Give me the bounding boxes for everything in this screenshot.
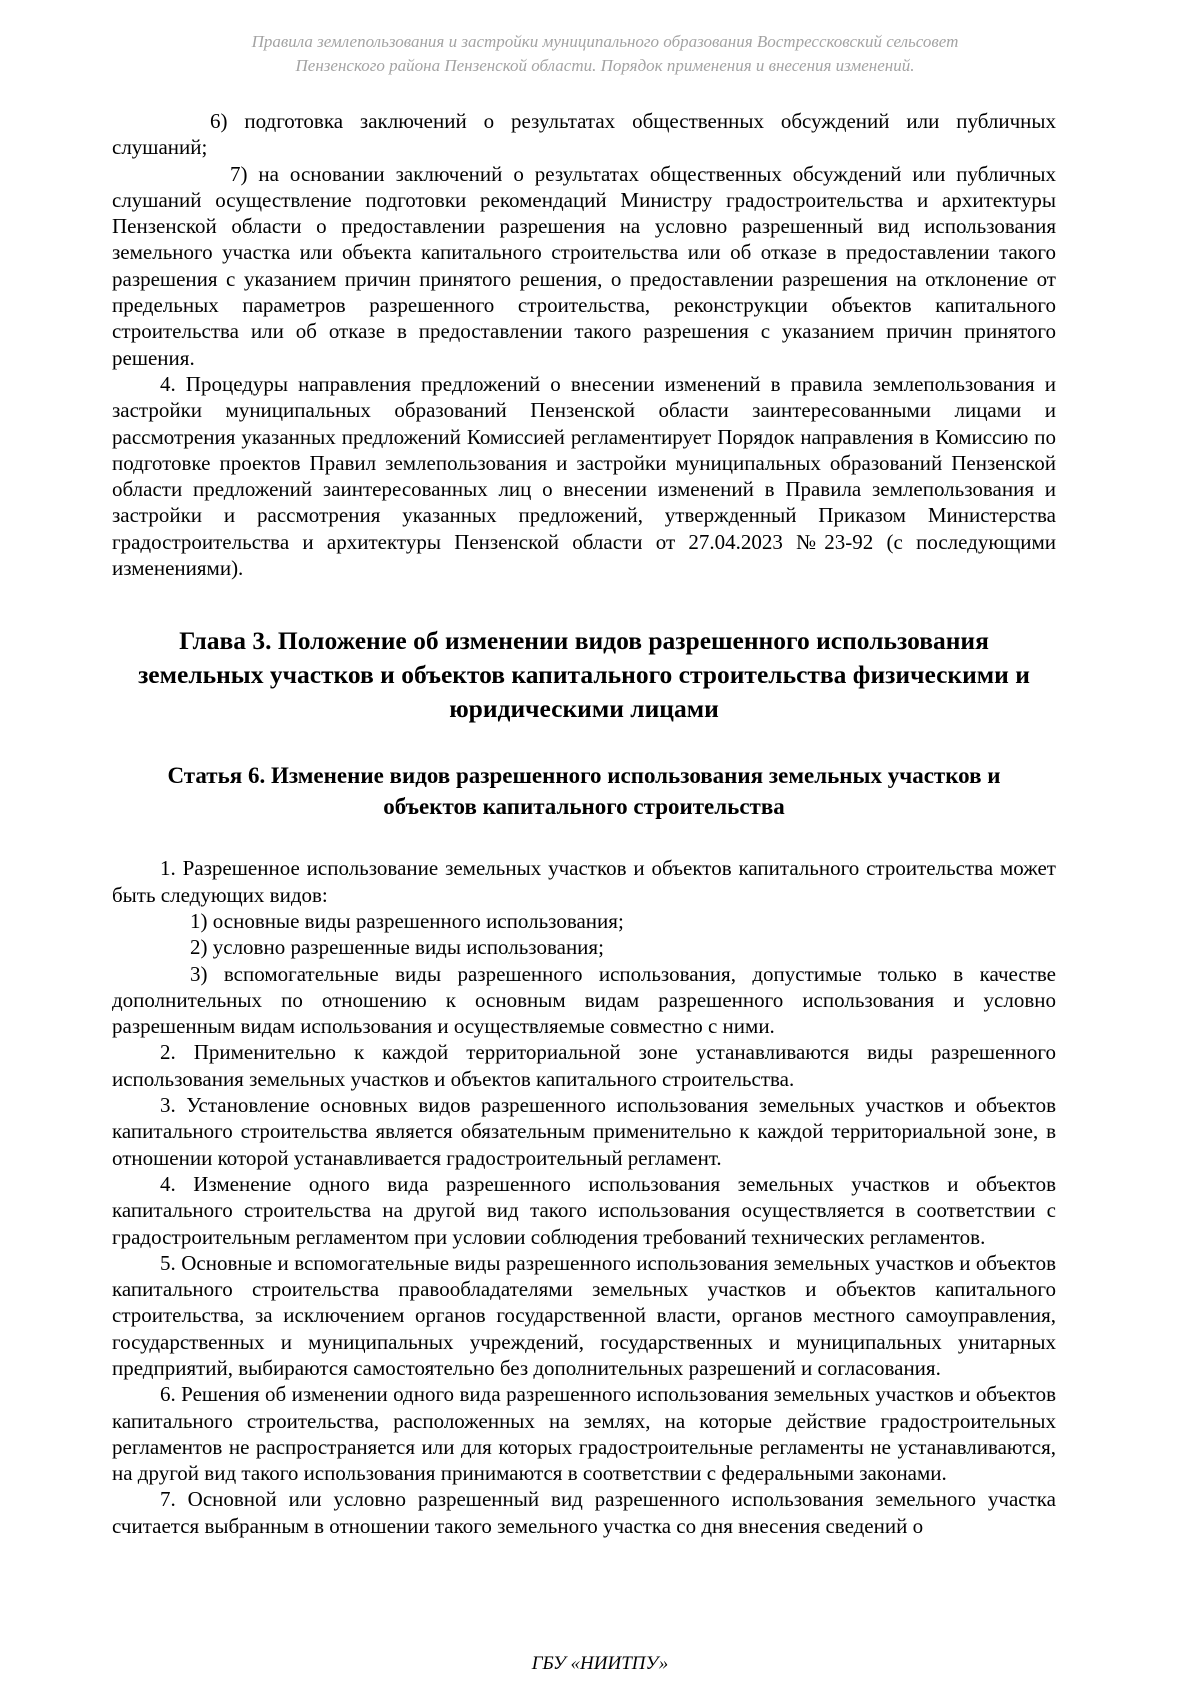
article-paragraph-5: 5. Основные и вспомогательные виды разрешенного использования земельных участков и объектов капитального строительства правообладателями земельных участков и объектов капитального строительства, за исключением органов государственной власти, органов местного самоуправления, государственных и муниципальных учреждений, государственных и муниципальных унитарных предприятий, выбираются самостоятельно без дополнительных разрешений и согласования. [112,1250,1056,1380]
article-paragraph-7: 7. Основной или условно разрешенный вид разрешенного использования земельного участка считается выбранным в отношении такого земельного участка со дня внесения сведений о [112,1487,1056,1538]
article-paragraph-4: 4. Изменение одного вида разрешенного использования земельных участков и объектов капитального строительства на другой вид такого использования осуществляется в соответствии с градостроительным регламентом при условии соблюдения требований технических регламентов. [112,1171,1056,1249]
article-paragraph-3: 3. Установление основных видов разрешенного использования земельных участков и объектов капитального строительства является обязательным применительно к каждой территориальной зоне, в отношении которой устанавливается градостроительный регламент. [112,1093,1056,1170]
running-footer: ГБУ «НИИТПУ» [531,1653,669,1674]
running-header-line-1: Правила землепользования и застройки муниципального образования Вострессковский сельсовет [251,32,959,51]
list-item-7: 7) на основании заключений о результатах общественных обсуждений или публичных слушаний осуществление подготовки рекомендаций Министру градостроительства и архитектуры Пензенской области о предоставлении разрешения на условно разрешенный вид использования земельного участка или объекта капитального строительства или об отказе в предоставлении такого разрешения с указанием причин принятого решения, о предоставлении разрешения на отклонение от предельных параметров разрешенного строительства, реконструкции объектов капитального строительства или об отказе в предоставлении такого разрешения с указанием причин принятого решения. [112,161,1056,370]
running-header-line-2: Пензенского района Пензенской области. Порядок применения и внесения изменений. [295,56,915,75]
article-title: Статья 6. Изменение видов разрешенного использования земельных участков и объектов капитального строительства [167,763,1001,820]
article-subitem-1: 1) основные виды разрешенного использования; [190,908,624,933]
article-paragraph-2: 2. Применительно к каждой территориальной зоне устанавливаются виды разрешенного использования земельных участков и объектов капитального строительства. [112,1040,1056,1091]
chapter-title: Глава 3. Положение об изменении видов разрешенного использования земельных участков и объектов капитального строительства физическими и юридическими лицами [138,626,1030,724]
list-item-6: 6) подготовка заключений о результатах общественных обсуждений или публичных слушаний; [112,109,1056,160]
article-paragraph-6: 6. Решения об изменении одного вида разрешенного использования земельных участков и объектов капитального строительства, расположенных на землях, на которые действие градостроительных регламентов не распространяется или для которых градостроительные регламенты не устанавливаются, на другой вид такого использования принимаются в соответствии с федеральными законами. [112,1382,1056,1486]
running-header [150,30,1060,78]
article-paragraph-1: 1. Разрешенное использование земельных участков и объектов капитального строительства может быть следующих видов: [112,856,1056,907]
paragraph-4: 4. Процедуры направления предложений о внесении изменений в правила землепользования и застройки муниципальных образований Пензенской области заинтересованными лицами и рассмотрения указанных предложений Комиссией регламентирует Порядок направления в Комиссию по подготовке проектов Правил землепользования и застройки муниципальных образований Пензенской области предложений заинтересованных лиц о внесении изменений в Правила землепользования и застройки и рассмотрения указанных предложений, утвержденный Приказом Министерства градостроительства и архитектуры Пензенской области от 27.04.2023 №23-92 (с последующими изменениями). [112,371,1056,581]
article-subitem-3: 3) вспомогательные виды разрешенного использования, допустимые только в качестве дополнительных по отношению к основным видам разрешенного использования и условно разрешенным видам использования и осуществляемые совместно с ними. [112,961,1056,1039]
article-subitem-2: 2) условно разрешенные виды использования; [190,935,604,960]
document-body [112,108,1056,1539]
